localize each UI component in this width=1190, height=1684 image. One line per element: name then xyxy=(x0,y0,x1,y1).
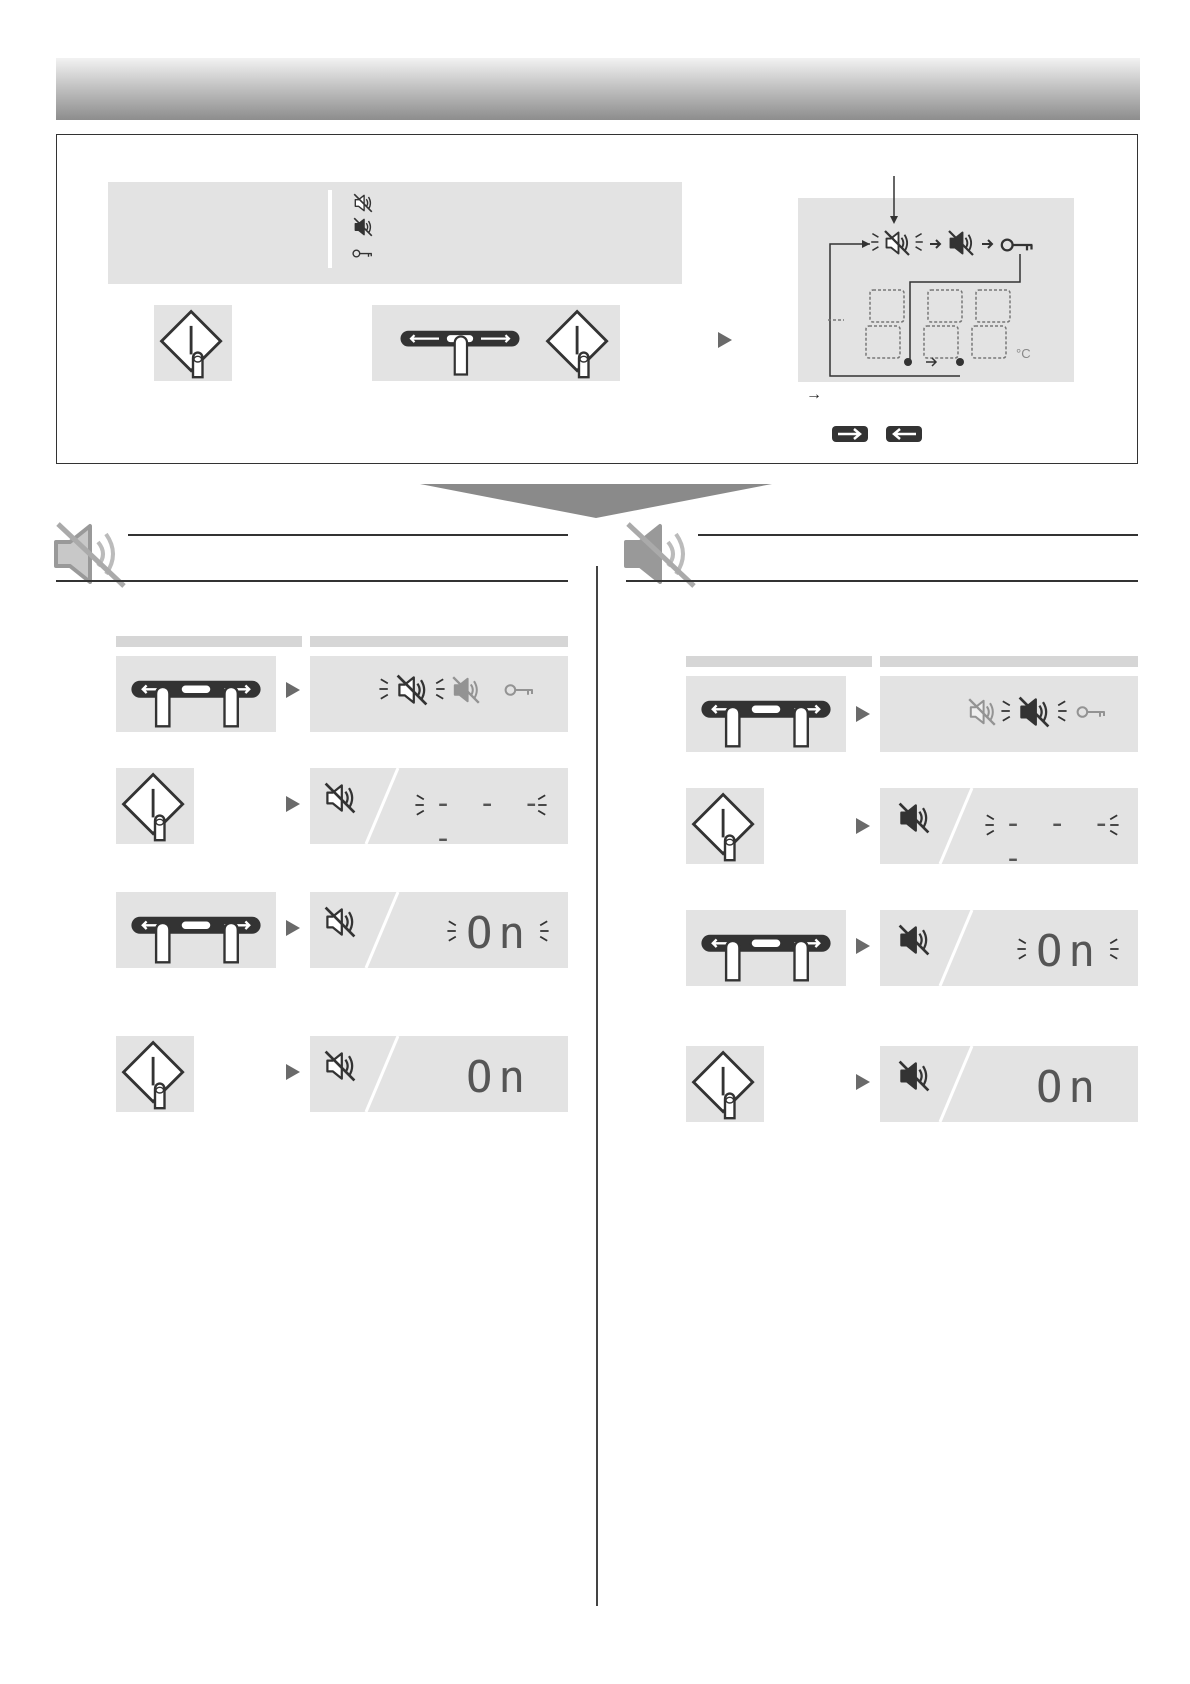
step-arrow-icon xyxy=(856,818,870,834)
diamond-button-icon[interactable] xyxy=(116,1036,194,1112)
section-right-rule-top xyxy=(698,534,1138,536)
slider-icon[interactable] xyxy=(686,910,846,986)
slider-icon[interactable] xyxy=(116,892,276,968)
section-right-rule-bottom xyxy=(626,580,1138,582)
unit-label: °C xyxy=(1016,346,1031,361)
right-step3-value: On xyxy=(1036,926,1101,977)
section-right-heading-icon xyxy=(622,520,698,588)
step-arrow-icon xyxy=(856,706,870,722)
left-arrow-key-icon xyxy=(886,426,922,442)
diamond-button-icon[interactable] xyxy=(686,788,764,864)
right-step1-control xyxy=(686,676,846,752)
center-divider xyxy=(596,566,598,1606)
intro-button-panel xyxy=(154,305,232,381)
legend-panel xyxy=(108,182,682,284)
intro-combo-panel xyxy=(372,305,620,381)
left-step4-control xyxy=(116,1036,194,1112)
left-step4-value: On xyxy=(466,1052,531,1103)
key-icon xyxy=(352,248,374,259)
display-diagram xyxy=(798,172,1074,388)
section-left-rule-top xyxy=(128,534,568,536)
down-arrow-icon xyxy=(420,484,772,518)
right-col-header-display xyxy=(880,656,1138,667)
left-step2-value: - - - - xyxy=(434,786,545,856)
header-bar xyxy=(56,58,1140,120)
right-step2-control xyxy=(686,788,764,864)
right-step2-value: - - - - xyxy=(1004,806,1115,876)
left-step2-control xyxy=(116,768,194,844)
right-step3-display xyxy=(880,910,1138,986)
step-arrow-icon xyxy=(286,1064,300,1080)
right-step2-display xyxy=(880,788,1138,876)
left-step2-display xyxy=(310,768,568,856)
step-arrow-icon xyxy=(856,938,870,954)
right-step3-control xyxy=(686,910,846,986)
diamond-button-icon[interactable] xyxy=(154,305,232,381)
left-step4-display xyxy=(310,1036,568,1112)
slider-icon[interactable] xyxy=(390,305,530,381)
note-arrow: → xyxy=(806,386,822,403)
left-step3-control xyxy=(116,892,276,968)
diamond-button-icon[interactable] xyxy=(116,768,194,844)
right-step4-display xyxy=(880,1046,1138,1122)
step-arrow-icon xyxy=(286,796,300,812)
step-arrow-icon xyxy=(286,920,300,936)
left-col-header-display xyxy=(310,636,568,647)
right-step4-control xyxy=(686,1046,764,1122)
right-step1-display xyxy=(880,676,1138,752)
step-arrow-icon xyxy=(856,1074,870,1090)
diamond-button-icon[interactable] xyxy=(540,305,618,381)
next-arrow-icon xyxy=(718,332,732,348)
left-step1-control xyxy=(116,656,276,732)
diamond-button-icon[interactable] xyxy=(686,1046,764,1122)
section-left-rule-bottom xyxy=(56,580,568,582)
slider-icon[interactable] xyxy=(686,676,846,752)
legend-divider xyxy=(328,190,332,268)
left-col-header-control xyxy=(116,636,302,647)
step-arrow-icon xyxy=(286,682,300,698)
right-arrow-key-icon xyxy=(832,426,868,442)
speaker-muted-filled-icon xyxy=(352,216,374,238)
right-step4-value: On xyxy=(1036,1062,1101,1113)
section-left-heading-icon xyxy=(52,520,128,588)
speaker-muted-outline-icon xyxy=(352,192,374,214)
slider-icon[interactable] xyxy=(116,656,276,732)
left-step1-display xyxy=(310,656,568,732)
right-col-header-control xyxy=(686,656,872,667)
left-step3-value: On xyxy=(466,908,531,959)
left-step3-display xyxy=(310,892,568,968)
